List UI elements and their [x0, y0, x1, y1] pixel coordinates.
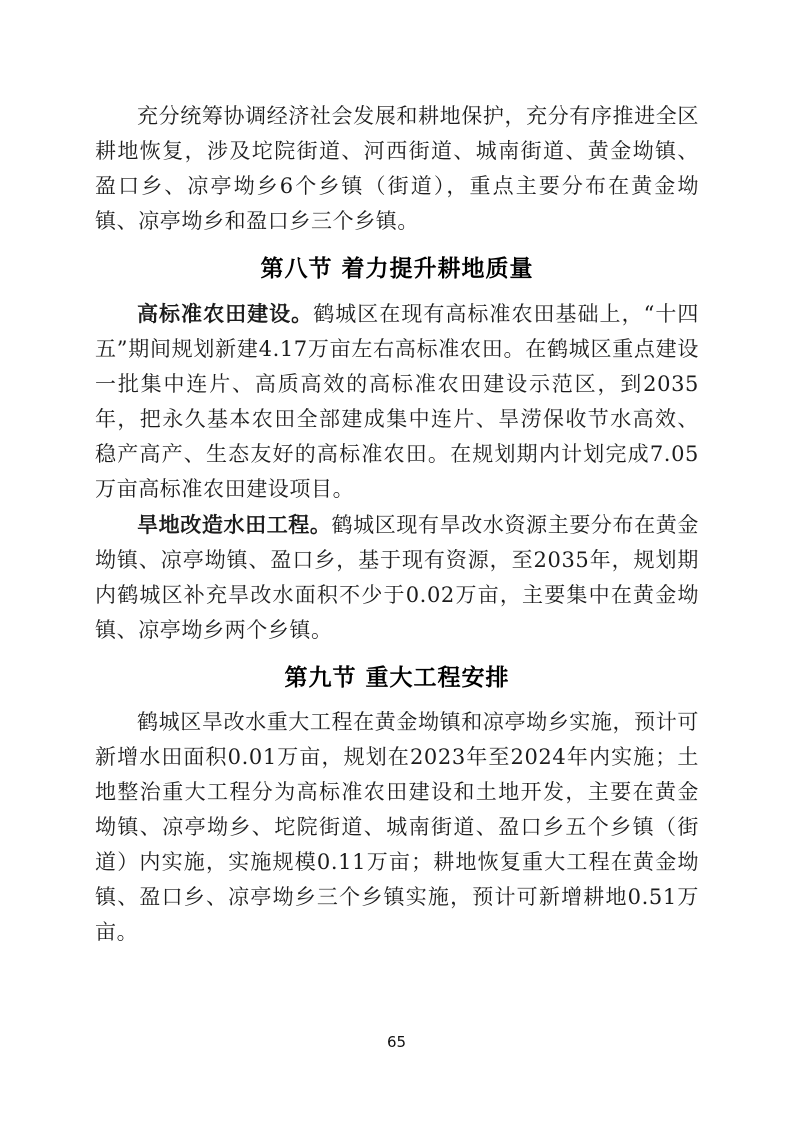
section-9-heading: 第九节 重大工程安排 — [284, 665, 510, 691]
section-8-paragraph-1-lead: 高标准农田建设。 — [137, 301, 314, 326]
section-8-paragraph-2-text: 鹤城区现有旱改水资源主要分布在黄金坳镇、凉亭坳镇、盈口乡，基于现有资源，至2035年，规划期内鹤城区补充旱改水面积不少于0.02万亩，主要集中在黄金坳镇、凉亭坳乡两个乡镇。 — [95, 513, 699, 642]
section-8-paragraph-2 — [95, 507, 699, 648]
section-8-paragraph-2-lead: 旱地改造水田工程。 — [137, 512, 332, 537]
section-8-heading: 第八节 着力提升耕地质量 — [260, 256, 534, 282]
document-content — [95, 99, 699, 950]
section-9-paragraph-1: 鹤城区旱改水重大工程在黄金坳镇和凉亭坳乡实施，预计可新增水田面积0.01万亩，规划在2023年至2024年内实施；土地整治重大工程分为高标准农田建设和土地开发，主要在黄金坳镇、凉亭坳乡、坨院街道、城南街道、盈口乡五个乡镇（街道）内实施，实施规模0.11万亩；耕地恢复重大工程在黄金坳镇、盈口乡、凉亭坳乡三个乡镇实施，预计可新增耕地0.51万亩。 — [95, 710, 699, 944]
section-8-paragraph-1-text: 鹤城区在现有高标准农田基础上，“十四五”期间规划新建4.17万亩左右高标准农田。在鹤城区重点建设一批集中连片、高质高效的高标准农田建设示范区，到2035年，把永久基本农田全部建成集中连片、旱涝保收节水高效、稳产高产、生态友好的高标准农田。在规划期内计划完成7.05万亩高标准农田建设项目。 — [95, 302, 699, 501]
page-number: 65 — [386, 1033, 407, 1051]
section-8-paragraph-1 — [95, 296, 699, 507]
intro-paragraph: 充分统筹协调经济社会发展和耕地保护，充分有序推进全区耕地恢复，涉及坨院街道、河西街道、城南街道、黄金坳镇、盈口乡、凉亭坳乡6个乡镇（街道），重点主要分布在黄金坳镇、凉亭坳乡和盈口乡三个乡镇。 — [95, 104, 699, 233]
